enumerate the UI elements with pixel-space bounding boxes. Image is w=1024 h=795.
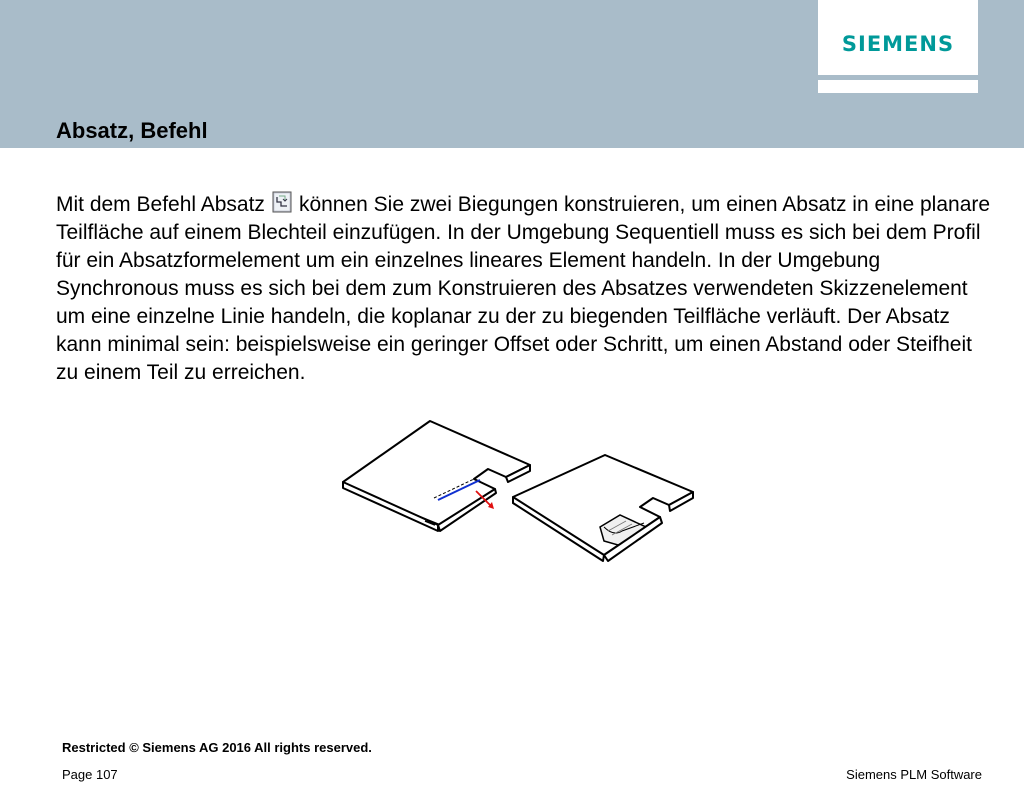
sheetmetal-illustration: [330, 415, 710, 585]
body-paragraph: [56, 191, 996, 387]
bent-plate-result: [513, 455, 693, 561]
siemens-logo: [818, 0, 978, 75]
logo-accent-strip: [818, 80, 978, 93]
intro-text: Mit dem Befehl Absatz: [56, 193, 265, 216]
absatz-command-icon: [269, 191, 295, 213]
main-text: können Sie zwei Biegungen konstruieren, um einen Absatz in eine planare Teilfläche auf einem Blechteil einzufügen. In der Umgebung Sequentiell muss es sich bei dem Profil für ein Absatzformelement um ein einzelnes lineares Element handeln. In der Umgebung Synchronous muss es sich bei dem zum Konstruieren des Absatzes verwendeten Skizzenelement um eine einzelne Linie handeln, die koplanar zu der zu biegenden Teilfläche verläuft. Der Absatz kann minimal sein: beispielsweise ein geringer Offset oder Schritt, um einen Abstand oder Steifheit zu einem Teil zu erreichen.: [56, 193, 991, 384]
flat-plate-with-sketch: [343, 421, 530, 531]
page-number: Page 107: [62, 767, 118, 782]
company-name: Siemens PLM Software: [846, 767, 982, 782]
slide-title: Absatz, Befehl: [56, 118, 208, 143]
siemens-logo-text: SIEMENS: [841, 32, 955, 56]
copyright-notice: Restricted © Siemens AG 2016 All rights reserved.: [62, 740, 372, 755]
